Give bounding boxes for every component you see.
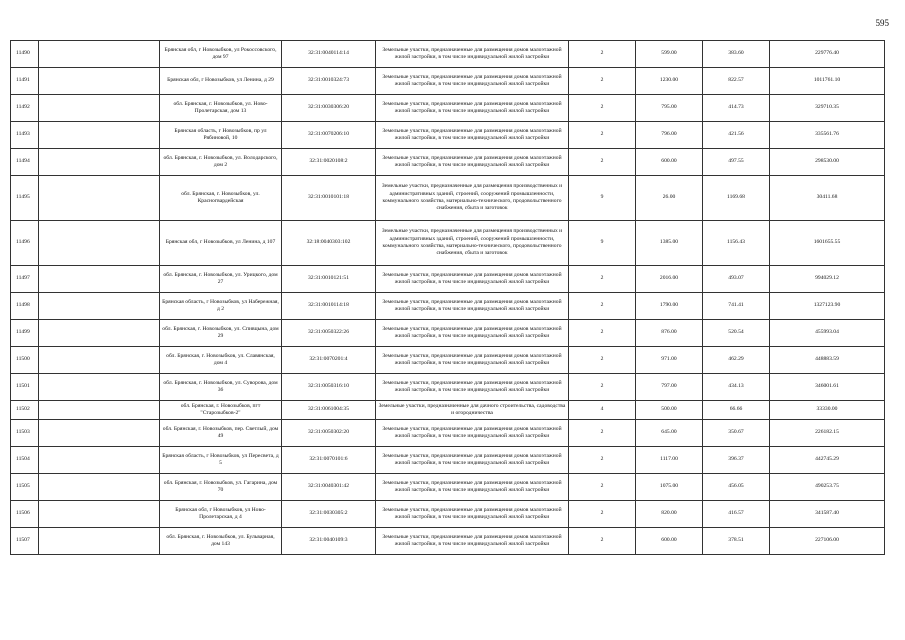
cadastral-number-cell: 32:18:0040303:102 <box>282 221 376 266</box>
address-cell: обл. Брянская, г. Новозыбков, пгт "Старозыбков-2" <box>160 401 282 420</box>
group-number-cell: 2 <box>569 293 636 320</box>
address-cell: обл. Брянская, г. Новозыбков, ул. Володарского, дом 2 <box>160 149 282 176</box>
specific-value-cell: 456.05 <box>703 474 770 501</box>
cadastral-value-cell: 455993.04 <box>770 320 885 347</box>
row-number-cell: 11505 <box>11 474 39 501</box>
blank-cell <box>39 347 160 374</box>
group-number-cell: 2 <box>569 501 636 528</box>
specific-value-cell: 350.67 <box>703 420 770 447</box>
group-number-cell: 2 <box>569 320 636 347</box>
table-row <box>11 528 885 555</box>
specific-value-cell: 421.56 <box>703 122 770 149</box>
address-cell: обл. Брянская, г. Новозыбков, ул. Славянская, дом 4 <box>160 347 282 374</box>
specific-value-cell: 462.29 <box>703 347 770 374</box>
table-row <box>11 447 885 474</box>
row-number-cell: 11499 <box>11 320 39 347</box>
blank-cell <box>39 474 160 501</box>
cadastral-number-cell: 32:31:0020108:2 <box>282 149 376 176</box>
specific-value-cell: 396.37 <box>703 447 770 474</box>
row-number-cell: 11506 <box>11 501 39 528</box>
land-use-cell: Земельные участки, предназначенные для размещения домов малоэтажной жилой застройки, в том числе индивидуальной жилой застройки <box>376 501 569 528</box>
table-row <box>11 401 885 420</box>
address-cell: обл. Брянская, г. Новозыбков, ул. Ново-Пролетарская, дом 13 <box>160 95 282 122</box>
specific-value-cell: 822.57 <box>703 68 770 95</box>
blank-cell <box>39 528 160 555</box>
cadastral-value-table <box>10 40 885 555</box>
cadastral-number-cell: 32:31:0050322:26 <box>282 320 376 347</box>
group-number-cell: 2 <box>569 149 636 176</box>
row-number-cell: 11494 <box>11 149 39 176</box>
blank-cell <box>39 320 160 347</box>
group-number-cell: 2 <box>569 122 636 149</box>
cadastral-number-cell: 32:31:0040114:14 <box>282 41 376 68</box>
address-cell: обл. Брянская, г. Новозыбков, пер. Светлый, дом 49 <box>160 420 282 447</box>
specific-value-cell: 1156.43 <box>703 221 770 266</box>
area-cell: 2016.00 <box>636 266 703 293</box>
group-number-cell: 2 <box>569 347 636 374</box>
cadastral-number-cell: 32:31:0040109:3 <box>282 528 376 555</box>
cadastral-number-cell: 32:31:0030305:2 <box>282 501 376 528</box>
land-use-cell: Земельные участки, предназначенные для размещения домов малоэтажной жилой застройки, в том числе индивидуальной жилой застройки <box>376 41 569 68</box>
specific-value-cell: 493.07 <box>703 266 770 293</box>
blank-cell <box>39 149 160 176</box>
group-number-cell: 2 <box>569 447 636 474</box>
address-cell: Брянская обл, г Новозыбков, ул Рокоссовского, дом 97 <box>160 41 282 68</box>
table-row <box>11 41 885 68</box>
table-row <box>11 221 885 266</box>
cadastral-value-cell: 335561.76 <box>770 122 885 149</box>
land-use-cell: Земельные участки, предназначенные для размещения производственных и административных зданий, строений, сооружений промышленности, коммунального хозяйства, материально-технического, продовольственного снабжения, сбыта и заготовок <box>376 176 569 221</box>
specific-value-cell: 520.54 <box>703 320 770 347</box>
blank-cell <box>39 41 160 68</box>
address-cell: Брянская обл, г Новозыбков, ул Ленина, д 29 <box>160 68 282 95</box>
cadastral-number-cell: 32:31:0070101:6 <box>282 447 376 474</box>
cadastral-value-cell: 1601655.55 <box>770 221 885 266</box>
group-number-cell: 9 <box>569 176 636 221</box>
group-number-cell: 2 <box>569 374 636 401</box>
land-use-cell: Земельные участки, предназначенные для размещения домов малоэтажной жилой застройки, в том числе индивидуальной жилой застройки <box>376 68 569 95</box>
cadastral-value-cell: 298530.00 <box>770 149 885 176</box>
address-cell: обл. Брянская, г. Новозыбков, ул. Урицкого, дом 27 <box>160 266 282 293</box>
area-cell: 820.00 <box>636 501 703 528</box>
row-number-cell: 11504 <box>11 447 39 474</box>
blank-cell <box>39 95 160 122</box>
land-use-cell: Земельные участки, предназначенные для дачного строительства, садоводства и огородничества <box>376 401 569 420</box>
area-cell: 600.00 <box>636 149 703 176</box>
land-use-cell: Земельные участки, предназначенные для размещения домов малоэтажной жилой застройки, в том числе индивидуальной жилой застройки <box>376 95 569 122</box>
specific-value-cell: 497.55 <box>703 149 770 176</box>
land-use-cell: Земельные участки, предназначенные для размещения домов малоэтажной жилой застройки, в том числе индивидуальной жилой застройки <box>376 266 569 293</box>
group-number-cell: 2 <box>569 68 636 95</box>
specific-value-cell: 741.41 <box>703 293 770 320</box>
specific-value-cell: 416.57 <box>703 501 770 528</box>
row-number-cell: 11496 <box>11 221 39 266</box>
table-row <box>11 266 885 293</box>
cadastral-value-cell: 341587.40 <box>770 501 885 528</box>
table-row <box>11 320 885 347</box>
group-number-cell: 9 <box>569 221 636 266</box>
table-body <box>11 41 885 555</box>
address-cell: Брянская обл, г Новозыбков, ул Ленина, д 107 <box>160 221 282 266</box>
address-cell: обл. Брянская, г. Новозыбков, ул. Бульварная, дом 143 <box>160 528 282 555</box>
address-cell: обл. Брянская, г. Новозыбков, ул. Спивцына, дом 29 <box>160 320 282 347</box>
table-row <box>11 122 885 149</box>
area-cell: 1075.00 <box>636 474 703 501</box>
row-number-cell: 11502 <box>11 401 39 420</box>
blank-cell <box>39 122 160 149</box>
blank-cell <box>39 221 160 266</box>
row-number-cell: 11498 <box>11 293 39 320</box>
row-number-cell: 11501 <box>11 374 39 401</box>
specific-value-cell: 1169.68 <box>703 176 770 221</box>
area-cell: 796.00 <box>636 122 703 149</box>
address-cell: обл. Брянская, г. Новозыбков, ул. Гагарина, дом 70 <box>160 474 282 501</box>
address-cell: обл. Брянская, г. Новозыбков, ул. Суворова, дом 36 <box>160 374 282 401</box>
land-use-cell: Земельные участки, предназначенные для размещения домов малоэтажной жилой застройки, в том числе индивидуальной жилой застройки <box>376 293 569 320</box>
group-number-cell: 2 <box>569 95 636 122</box>
table-row <box>11 293 885 320</box>
cadastral-number-cell: 32:31:0010101:18 <box>282 176 376 221</box>
cadastral-number-cell: 32:31:0050302:20 <box>282 420 376 447</box>
cadastral-value-cell: 1327123.90 <box>770 293 885 320</box>
land-use-cell: Земельные участки, предназначенные для размещения домов малоэтажной жилой застройки, в том числе индивидуальной жилой застройки <box>376 149 569 176</box>
blank-cell <box>39 420 160 447</box>
table-row <box>11 474 885 501</box>
cadastral-number-cell: 32:31:0070206:10 <box>282 122 376 149</box>
cadastral-number-cell: 32:31:0040301:42 <box>282 474 376 501</box>
cadastral-value-cell: 30411.68 <box>770 176 885 221</box>
table-row <box>11 95 885 122</box>
blank-cell <box>39 176 160 221</box>
cadastral-value-cell: 33330.00 <box>770 401 885 420</box>
land-use-cell: Земельные участки, предназначенные для размещения домов малоэтажной жилой застройки, в том числе индивидуальной жилой застройки <box>376 347 569 374</box>
cadastral-number-cell: 32:31:0070201:4 <box>282 347 376 374</box>
area-cell: 971.00 <box>636 347 703 374</box>
page-number: 595 <box>875 18 889 28</box>
land-use-cell: Земельные участки, предназначенные для размещения домов малоэтажной жилой застройки, в том числе индивидуальной жилой застройки <box>376 474 569 501</box>
cadastral-value-cell: 442745.29 <box>770 447 885 474</box>
cadastral-number-cell: 32:31:0061004:35 <box>282 401 376 420</box>
cadastral-number-cell: 32:31:0010324:73 <box>282 68 376 95</box>
area-cell: 797.00 <box>636 374 703 401</box>
group-number-cell: 2 <box>569 420 636 447</box>
specific-value-cell: 434.13 <box>703 374 770 401</box>
area-cell: 500.00 <box>636 401 703 420</box>
cadastral-value-cell: 226182.15 <box>770 420 885 447</box>
address-cell: Брянская область, г Новозыбков, ул Пересвета, д 5 <box>160 447 282 474</box>
group-number-cell: 2 <box>569 266 636 293</box>
cadastral-value-cell: 229776.40 <box>770 41 885 68</box>
cadastral-value-cell: 448883.59 <box>770 347 885 374</box>
land-use-cell: Земельные участки, предназначенные для размещения домов малоэтажной жилой застройки, в том числе индивидуальной жилой застройки <box>376 420 569 447</box>
blank-cell <box>39 293 160 320</box>
land-use-cell: Земельные участки, предназначенные для размещения домов малоэтажной жилой застройки, в том числе индивидуальной жилой застройки <box>376 122 569 149</box>
row-number-cell: 11497 <box>11 266 39 293</box>
group-number-cell: 2 <box>569 528 636 555</box>
area-cell: 1385.00 <box>636 221 703 266</box>
area-cell: 795.00 <box>636 95 703 122</box>
row-number-cell: 11490 <box>11 41 39 68</box>
table-row <box>11 149 885 176</box>
cadastral-value-cell: 1011761.10 <box>770 68 885 95</box>
group-number-cell: 4 <box>569 401 636 420</box>
table-row <box>11 374 885 401</box>
blank-cell <box>39 374 160 401</box>
row-number-cell: 11491 <box>11 68 39 95</box>
row-number-cell: 11493 <box>11 122 39 149</box>
table-row <box>11 347 885 374</box>
cadastral-value-cell: 346001.61 <box>770 374 885 401</box>
land-use-cell: Земельные участки, предназначенные для размещения домов малоэтажной жилой застройки, в том числе индивидуальной жилой застройки <box>376 528 569 555</box>
specific-value-cell: 378.51 <box>703 528 770 555</box>
row-number-cell: 11507 <box>11 528 39 555</box>
land-use-cell: Земельные участки, предназначенные для размещения домов малоэтажной жилой застройки, в том числе индивидуальной жилой застройки <box>376 320 569 347</box>
area-cell: 599.00 <box>636 41 703 68</box>
blank-cell <box>39 401 160 420</box>
cadastral-value-cell: 227106.00 <box>770 528 885 555</box>
area-cell: 876.00 <box>636 320 703 347</box>
cadastral-number-cell: 32:31:0010121:51 <box>282 266 376 293</box>
area-cell: 1117.00 <box>636 447 703 474</box>
cadastral-number-cell: 32:31:0010114:18 <box>282 293 376 320</box>
row-number-cell: 11495 <box>11 176 39 221</box>
cadastral-value-cell: 329710.35 <box>770 95 885 122</box>
area-cell: 1790.00 <box>636 293 703 320</box>
row-number-cell: 11503 <box>11 420 39 447</box>
specific-value-cell: 383.60 <box>703 41 770 68</box>
land-use-cell: Земельные участки, предназначенные для размещения производственных и административных зданий, строений, сооружений промышленности, коммунального хозяйства, материально-технического, продовольственного снабжения, сбыта и заготовок <box>376 221 569 266</box>
cadastral-value-cell: 994029.12 <box>770 266 885 293</box>
table-row <box>11 176 885 221</box>
cadastral-number-cell: 32:31:0030306:20 <box>282 95 376 122</box>
address-cell: обл. Брянская, г. Новозыбков, ул. Красногвардейская <box>160 176 282 221</box>
land-use-cell: Земельные участки, предназначенные для размещения домов малоэтажной жилой застройки, в том числе индивидуальной жилой застройки <box>376 374 569 401</box>
address-cell: Брянская область, г Новозыбков, ул Набережная, д 2 <box>160 293 282 320</box>
blank-cell <box>39 447 160 474</box>
row-number-cell: 11500 <box>11 347 39 374</box>
cadastral-value-cell: 490253.75 <box>770 474 885 501</box>
specific-value-cell: 66.66 <box>703 401 770 420</box>
table-row <box>11 68 885 95</box>
blank-cell <box>39 501 160 528</box>
land-use-cell: Земельные участки, предназначенные для размещения домов малоэтажной жилой застройки, в том числе индивидуальной жилой застройки <box>376 447 569 474</box>
area-cell: 645.00 <box>636 420 703 447</box>
cadastral-number-cell: 32:31:0050316:10 <box>282 374 376 401</box>
specific-value-cell: 414.73 <box>703 95 770 122</box>
blank-cell <box>39 266 160 293</box>
blank-cell <box>39 68 160 95</box>
table-row <box>11 420 885 447</box>
area-cell: 26.00 <box>636 176 703 221</box>
group-number-cell: 2 <box>569 41 636 68</box>
area-cell: 600.00 <box>636 528 703 555</box>
address-cell: Брянская область, г Новозыбков, пр ул Рябиновой, 10 <box>160 122 282 149</box>
table-row <box>11 501 885 528</box>
address-cell: Брянская обл, г Новозыбков, ул Ново-Пролетарская, д 4 <box>160 501 282 528</box>
row-number-cell: 11492 <box>11 95 39 122</box>
area-cell: 1230.00 <box>636 68 703 95</box>
group-number-cell: 2 <box>569 474 636 501</box>
